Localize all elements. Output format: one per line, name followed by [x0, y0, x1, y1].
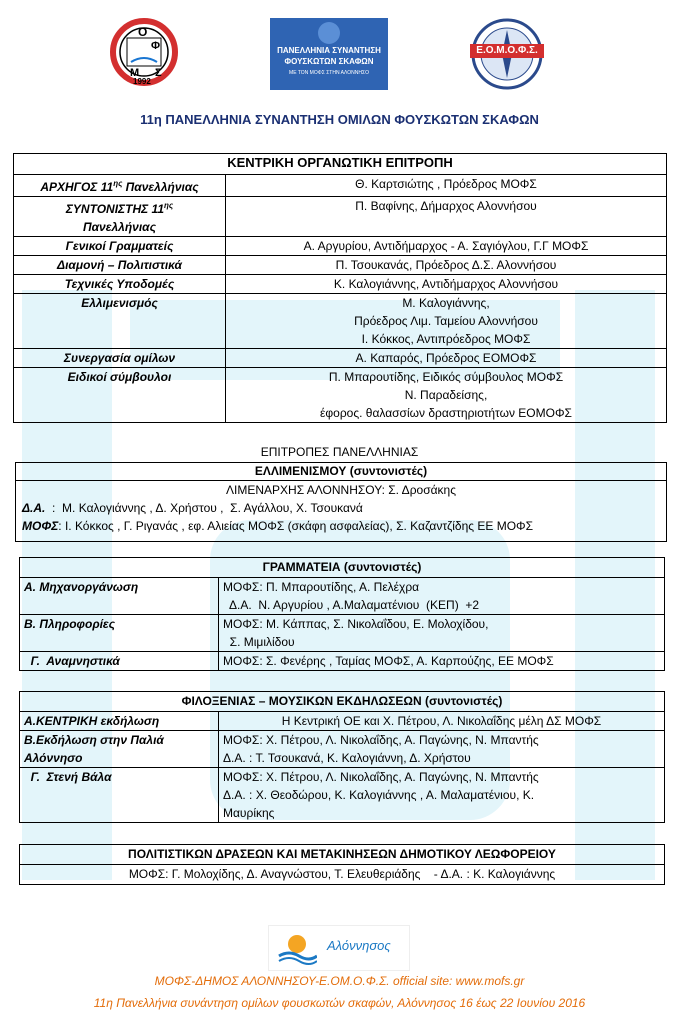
hospitality-cell	[219, 768, 665, 823]
role-label-2: Πανελλήνιας	[122, 180, 199, 194]
role-cell: Ελλιμενισμός	[14, 294, 226, 349]
mofs-logo-bottom: Σ	[155, 67, 162, 79]
mofs-logo-top: Ο	[138, 25, 148, 39]
hospitality-label: Α.ΚΕΝΤΡΙΚΗ εκδήλωση	[20, 712, 219, 731]
eomofs-logo-text: Ε.Ο.Μ.Ο.Φ.Σ.	[476, 45, 538, 56]
cell-line: Μαυρίκης	[223, 806, 275, 820]
cell-line: Δ.Α. Ν. Αργυρίου , Α.Μαλαματένιου (ΚΕΠ) +2	[223, 598, 480, 612]
cell-line: ΜΟΦΣ: Μ. Κάππας, Σ. Νικολαΐδου, Ε. Μολοχίδου,	[223, 617, 489, 631]
central-committee-heading: ΚΕΝΤΡΙΚΗ ΟΡΓΑΝΩΤΙΚΗ ΕΠΙΤΡΟΠΗ	[14, 154, 667, 175]
people-line: Πρόεδρος Λιμ. Ταμείου Αλοννήσου	[354, 314, 538, 328]
table-row	[14, 175, 667, 197]
cell-line: Δ.Α. : Τ. Τσουκανά, Κ. Καλογιάννη, Δ. Χρήστου	[223, 751, 471, 765]
role-sup: ης	[113, 179, 123, 188]
table-row	[14, 275, 667, 294]
mooring-line-3	[16, 517, 666, 535]
cultural-heading: ΠΟΛΙΤΙΣΤΙΚΩΝ ΔΡΑΣΕΩΝ ΚΑΙ ΜΕΤΑΚΙΝΗΣΕΩΝ ΔΗΜΟΤΙΚΟΥ ΛΕΩΦΟΡΕΙΟΥ	[20, 845, 664, 865]
role-label-2: Πανελλήνιας	[83, 220, 156, 234]
hospitality-label: Β.Εκδήλωση στην Παλιά Αλόννησο	[20, 731, 219, 768]
footer-line-2: 11η Πανελλήνια συνάντηση ομίλων φουσκωτών σκαφών, Αλόννησος 16 έως 22 Ιουνίου 2016	[93, 996, 586, 1010]
role-label: ΣΥΝΤΟΝΙΣΤΗΣ 11	[65, 202, 164, 216]
table-row	[14, 294, 667, 349]
mooring-line-2	[16, 499, 666, 517]
secretariat-cell	[219, 615, 665, 652]
secretariat-heading: ΓΡΑΜΜΑΤΕΙΑ (συντονιστές)	[262, 560, 422, 574]
secretariat-label: Α. Μηχανοργάνωση	[20, 578, 219, 615]
people-cell	[226, 294, 667, 349]
secretariat-label: Γ. Αναμνηστικά	[20, 652, 219, 671]
mofs-logo-mid: Φ	[151, 40, 161, 52]
role-label: ΑΡΧΗΓΟΣ 11	[40, 180, 114, 194]
cultural-line: ΜΟΦΣ: Γ. Μολοχίδης, Δ. Αναγνώστου, Τ. Ελευθεριάδης - Δ.Α. : Κ. Καλογιάννης	[128, 867, 556, 881]
mofs-logo-left: Μ	[130, 67, 140, 79]
cell-line: ΜΟΦΣ: Π. Μπαρουτίδης, Α. Πελέχρα	[223, 580, 420, 594]
role-cell: Γενικοί Γραμματείς	[14, 237, 226, 256]
people-cell: Π. Τσουκανάς, Πρόεδρος Δ.Σ. Αλοννήσου	[226, 256, 667, 275]
hospitality-cell: Η Κεντρική ΟΕ και Χ. Πέτρου, Λ. Νικολαΐδης μέλη ΔΣ ΜΟΦΣ	[219, 712, 665, 731]
role-cell: Συνεργασία ομίλων	[14, 349, 226, 368]
mooring-line-3-text: : Ι. Κόκκος , Γ. Ριγανάς , εφ. Αλιείας ΜΟΦΣ (σκάφη ασφαλείας), Σ. Καζαντζίδης ΕΕ ΜΟΦΣ	[58, 519, 534, 533]
event-logo-line3: ΜΕ ΤΟΝ ΜΟΦΣ ΣΤΗΝ ΑΛΟΝΝΗΣΟ	[289, 70, 369, 76]
hospitality-heading: ΦΙΛΟΞΕΝΙΑΣ – ΜΟΥΣΙΚΩΝ ΕΚΔΗΛΩΣΕΩΝ (συντονιστές)	[181, 694, 503, 708]
role-sup: ης	[164, 201, 174, 210]
role-cell: Διαμονή – Πολιτιστικά	[14, 256, 226, 275]
eomofs-logo	[462, 16, 552, 92]
people-line: Ν. Παραδείσης,	[404, 388, 488, 402]
people-line: Μ. Καλογιάννης,	[402, 296, 490, 310]
table-row	[14, 349, 667, 368]
mooring-heading: ΕΛΛΙΜΕΝΙΣΜΟΥ (συντονιστές)	[16, 463, 666, 481]
cell-line: Δ.Α. : Χ. Θεοδώρου, Κ. Καλογιάννης , Α. Μαλαματένιου, Κ.	[223, 788, 535, 802]
mooring-line-3-label: ΜΟΦΣ	[22, 519, 59, 533]
people-cell	[226, 368, 667, 423]
people-cell: Π. Βαφίνης, Δήμαρχος Αλοννήσου	[226, 197, 667, 237]
table-row	[14, 256, 667, 275]
table-row	[20, 615, 665, 652]
cultural-box	[19, 844, 665, 885]
people-cell: Α. Αργυρίου, Αντιδήμαρχος - Α. Σαγιόγλου, Γ.Γ ΜΟΦΣ	[226, 237, 667, 256]
secretariat-cell	[219, 578, 665, 615]
footer-logo	[268, 925, 410, 971]
hospitality-table	[19, 711, 665, 823]
event-logo-line1: ΠΑΝΕΛΛΗΝΙΑ ΣΥΝΑΝΤΗΣΗ	[277, 46, 381, 55]
role-cell	[14, 175, 226, 197]
people-line: Π. Μπαρουτίδης, Ειδικός σύμβουλος ΜΟΦΣ	[328, 370, 564, 384]
cell-line: ΜΟΦΣ: Χ. Πέτρου, Λ. Νικολαΐδης, Α. Παγώνης, Ν. Μπαντής	[223, 733, 539, 747]
event-logo-figures	[318, 22, 340, 44]
event-logo-line2: ΦΟΥΣΚΩΤΩΝ ΣΚΑΦΩΝ	[284, 57, 374, 66]
central-committee-table	[13, 153, 667, 423]
secretariat-label: Β. Πληροφορίες	[20, 615, 219, 652]
table-row	[20, 578, 665, 615]
committees-title: ΕΠΙΤΡΟΠΕΣ ΠΑΝΕΛΛΗΝΙΑΣ	[260, 445, 419, 459]
cell-line: ΜΟΦΣ: Χ. Πέτρου, Λ. Νικολαΐδης, Α. Παγώνης, Ν. Μπαντής	[223, 770, 539, 784]
mooring-line-2-label: Δ.Α.	[22, 501, 46, 515]
people-cell: Κ. Καλογιάννης, Αντιδήμαρχος Αλοννήσου	[226, 275, 667, 294]
table-row	[14, 237, 667, 256]
table-row	[20, 652, 665, 671]
people-line: έφορος. θαλασσίων δραστηριοτήτων ΕΟΜΟΦΣ	[320, 406, 572, 420]
mooring-line-1: ΛΙΜΕΝΑΡΧΗΣ ΑΛΟΝΝΗΣΟΥ: Σ. Δροσάκης	[226, 483, 456, 497]
table-row	[14, 197, 667, 237]
table-row	[14, 368, 667, 423]
mooring-line-2-text: : Μ. Καλογιάννης , Δ. Χρήστου , Σ. Αγάλλου, Χ. Τσουκανά	[45, 501, 363, 515]
secretariat-heading-box	[19, 557, 665, 578]
event-logo	[270, 18, 388, 90]
role-cell	[14, 197, 226, 237]
people-line: Ι. Κόκκος, Αντιπρόεδρος ΜΟΦΣ	[361, 332, 531, 346]
secretariat-table	[19, 577, 665, 671]
hospitality-label: Γ. Στενή Βάλα	[20, 768, 219, 823]
footer-logo-text: Αλόννησος	[327, 938, 391, 953]
table-row	[20, 768, 665, 823]
secretariat-cell: ΜΟΦΣ: Σ. Φενέρης , Ταμίας ΜΟΦΣ, Α. Καρπούζης, ΕΕ ΜΟΦΣ	[219, 652, 665, 671]
footer-line-1: ΜΟΦΣ-ΔΗΜΟΣ ΑΛΟΝΝΗΣΟΥ-Ε.ΟΜ.Ο.Φ.Σ. official site: www.mofs.gr	[154, 974, 525, 988]
hospitality-cell	[219, 731, 665, 768]
mofs-logo	[105, 18, 183, 90]
table-row	[20, 712, 665, 731]
mooring-box	[15, 462, 667, 542]
people-cell: Α. Καπαρός, Πρόεδρος ΕΟΜΟΦΣ	[226, 349, 667, 368]
cell-line: Σ. Μιμιλίδου	[223, 635, 295, 649]
hospitality-heading-box	[19, 691, 665, 712]
page-title: 11η ΠΑΝΕΛΛΗΝΙΑ ΣΥΝΑΝΤΗΣΗ ΟΜΙΛΩΝ ΦΟΥΣΚΩΤΩΝ ΣΚΑΦΩΝ	[140, 112, 539, 127]
role-cell: Τεχνικές Υποδομές	[14, 275, 226, 294]
people-cell: Θ. Καρτσιώτης , Πρόεδρος ΜΟΦΣ	[226, 175, 667, 197]
table-row	[20, 731, 665, 768]
mofs-logo-year: 1992	[133, 77, 151, 86]
role-cell: Ειδικοί σύμβουλοι	[14, 368, 226, 423]
